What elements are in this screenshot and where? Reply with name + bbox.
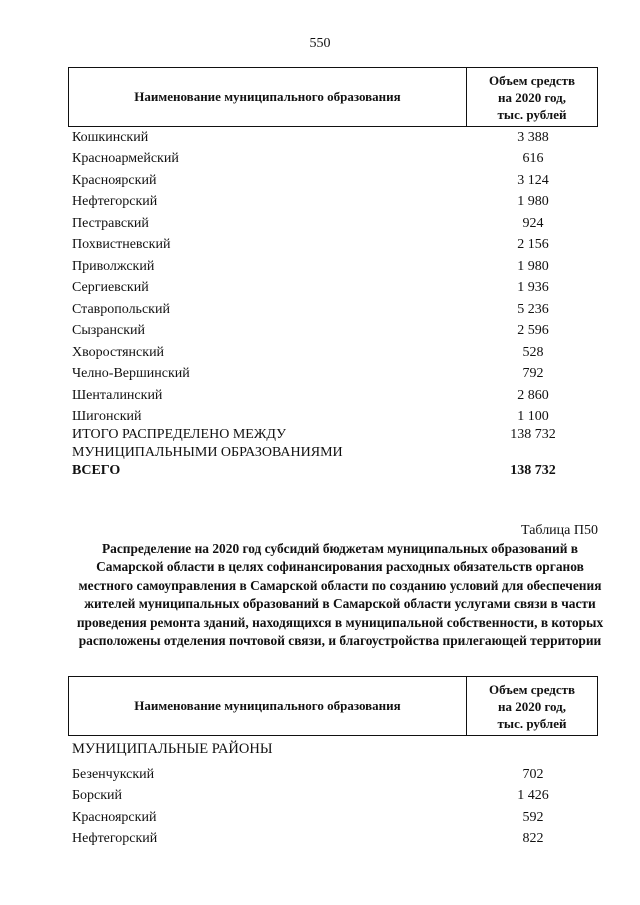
- municipality-name: Приволжский: [72, 258, 155, 274]
- amount-value: 592: [522, 809, 544, 825]
- table-row: [72, 829, 598, 851]
- amount-value: 1 980: [517, 194, 549, 210]
- table1-header: [68, 67, 598, 127]
- municipality-name: Красноярский: [72, 172, 157, 188]
- municipality-name: Пестравский: [72, 215, 149, 231]
- table-row: [72, 786, 598, 808]
- amount-value: 822: [522, 831, 544, 847]
- table-number-label: Таблица П50: [521, 523, 598, 538]
- amount-value: 1 100: [517, 409, 549, 425]
- municipality-name: Сергиевский: [72, 280, 149, 296]
- total-label: ИТОГО РАСПРЕДЕЛЕНО МЕЖДУ МУНИЦИПАЛЬНЫМИ ОБРАЗОВАНИЯМИ: [72, 427, 343, 460]
- municipality-name: Шенталинский: [72, 387, 163, 403]
- table1-grand-total-row: [72, 463, 598, 479]
- amount-value: 5 236: [517, 301, 549, 317]
- table-row: [72, 278, 598, 300]
- table1-body: [72, 127, 598, 428]
- grand-total-label: ВСЕГО: [72, 463, 121, 478]
- table-row: [72, 235, 598, 257]
- amount-value: 1 980: [517, 258, 549, 274]
- table1-amount-column-header: Объем средств на 2020 год, тыс. рублей: [466, 68, 597, 126]
- table-row: [72, 256, 598, 278]
- municipality-name: Кошкинский: [72, 129, 149, 145]
- table-row: [72, 385, 598, 407]
- amount-value: 3 388: [517, 129, 549, 145]
- amount-value: 702: [522, 766, 544, 782]
- amount-value: 528: [522, 344, 544, 360]
- municipality-name: Нефтегорский: [72, 831, 158, 847]
- table-row: [72, 149, 598, 171]
- amount-value: 616: [522, 151, 544, 167]
- municipality-name: Челно-Вершинский: [72, 366, 190, 382]
- table2-header: [68, 676, 598, 736]
- amount-value: 2 596: [517, 323, 549, 339]
- municipality-name: Безенчукский: [72, 766, 155, 782]
- table1-name-column-header: Наименование муниципального образования: [134, 89, 401, 104]
- grand-total-value: 138 732: [510, 463, 556, 478]
- table-row: [72, 364, 598, 386]
- table1-total-row: [72, 426, 598, 462]
- section-heading: МУНИЦИПАЛЬНЫЕ РАЙОНЫ: [72, 741, 273, 757]
- municipality-name: Шигонский: [72, 409, 142, 425]
- municipality-name: Похвистневский: [72, 237, 171, 253]
- amount-value: 2 860: [517, 387, 549, 403]
- table-row: [72, 170, 598, 192]
- table2-name-column-header: Наименование муниципального образования: [134, 698, 401, 713]
- table-title: Распределение на 2020 год субсидий бюджетам муниципальных образований в Самарской области в целях софинансирования расходных обязательств органов местного самоуправления в Самарской области по созданию условий для обеспечения жителей муниципальных образований в Самарской области услугами связи в части проведения ремонта зданий, находящихся в муниципальной собственности, в которых расположены отделения почтовой связи, и благоустройства прилегающей территории: [76, 541, 604, 649]
- table-row: [72, 213, 598, 235]
- amount-value: 924: [522, 215, 544, 231]
- amount-value: 2 156: [517, 237, 549, 253]
- table-row: [72, 299, 598, 321]
- municipality-name: Сызранский: [72, 323, 145, 339]
- table-row: [72, 192, 598, 214]
- total-value: 138 732: [510, 427, 556, 442]
- table-row: [72, 407, 598, 429]
- table-row: [72, 807, 598, 829]
- municipality-name: Хворостянский: [72, 344, 165, 360]
- table-row: [72, 321, 598, 343]
- table-row: [72, 342, 598, 364]
- amount-value: 3 124: [517, 172, 549, 188]
- municipality-name: Красноярский: [72, 809, 157, 825]
- municipality-name: Борский: [72, 788, 123, 804]
- amount-value: 1 936: [517, 280, 549, 296]
- table2-body: [72, 764, 598, 850]
- table-row: [72, 764, 598, 786]
- municipality-name: Красноармейский: [72, 151, 179, 167]
- table-row: [72, 127, 598, 149]
- amount-value: 792: [522, 366, 544, 382]
- municipality-name: Нефтегорский: [72, 194, 158, 210]
- table2-amount-column-header: Объем средств на 2020 год, тыс. рублей: [466, 677, 597, 735]
- page-number: 550: [309, 36, 331, 51]
- municipality-name: Ставропольский: [72, 301, 170, 317]
- amount-value: 1 426: [517, 788, 549, 804]
